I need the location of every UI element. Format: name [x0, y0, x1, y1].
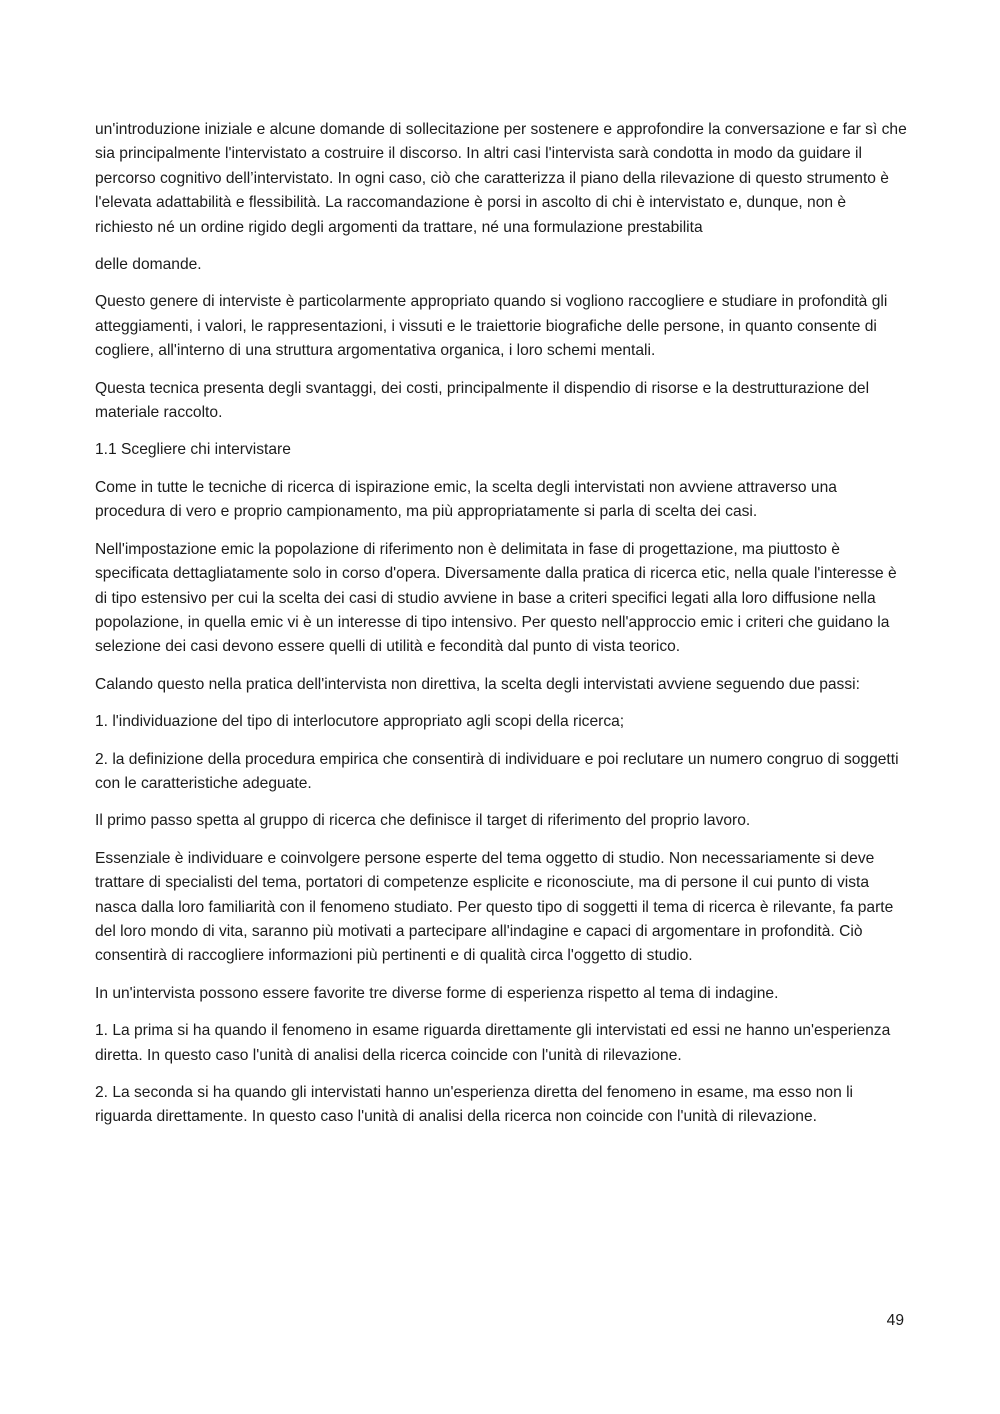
paragraph-first-step: Il primo passo spetta al gruppo di ricerca che definisce il target di riferimento del proprio lavoro.: [95, 812, 751, 830]
list-item-experience-2: 2. La seconda si ha quando gli intervistati hanno un'esperienza diretta del fenomeno in esame, ma esso non li riguarda direttamente. In questo caso l'unità di analisi della ricerca non coincide con l'unità di rilevazione.: [95, 1084, 854, 1126]
paragraph-two-steps: Calando questo nella pratica dell'intervista non direttiva, la scelta degli intervistati avviene seguendo due passi:: [95, 675, 860, 693]
paragraph-intro-continuation: un'introduzione iniziale e alcune domande di sollecitazione per sostenere e approfondire la conversazione e far sì che sia principalmente l'intervistato a costruire il discorso. In altri casi l'intervista sarà condotta in modo da guidare il percorso cognitivo dell’intervistato. In ogni caso, ciò che caratterizza il piano della rilevazione di questo strumento è l'elevata adattabilità e flessibilità. La raccomandazione è porsi in ascolto di chi è intervistato e, dunque, non è richiesto né un ordine rigido degli argomenti da trattare, né una formulazione prestabilita: [95, 121, 907, 236]
paragraph-experience-forms: In un'intervista possono essere favorite tre diverse forme di esperienza rispetto al tema di indagine.: [95, 984, 779, 1002]
paragraph-experts: Essenziale è individuare e coinvolgere persone esperte del tema oggetto di studio. Non necessariamente si deve trattare di specialisti del tema, portatori di competenze esplicite e riconosciute, ma di persone il cui punto di vista nasca dalla loro familiarità con il fenomeno studiato. Per questo tipo di soggetti il tema di ricerca è rilevante, fa parte del loro mondo di vita, saranno più motivati a partecipare all'indagine e capaci di argomentare in profondità. Ciò consentirà di raccogliere informazioni più pertinenti e di qualità circa l'oggetto di studio.: [95, 849, 894, 965]
page-number: 49: [886, 1312, 904, 1329]
paragraph-disadvantages: Questa tecnica presenta degli svantaggi, dei costi, principalmente il dispendio di risorse e la destrutturazione del materiale raccolto.: [95, 379, 870, 422]
paragraph-delle-domande: delle domande.: [95, 256, 202, 274]
list-item-step-1: 1. l'individuazione del tipo di interlocutore appropriato agli scopi della ricerca;: [95, 713, 625, 731]
paragraph-appropriateness: Questo genere di interviste è particolarmente appropriato quando si vogliono raccogliere e studiare in profondità gli atteggiamenti, i valori, le rappresentazioni, i vissuti e le traiettorie biografiche delle persone, in quanto consente di cogliere, all'interno di una struttura argomentativa organica, i loro schemi mentali.: [95, 293, 888, 360]
paragraph-case-selection: Come in tutte le tecniche di ricerca di ispirazione emic, la scelta degli intervistati non avviene attraverso una procedura di vero e proprio campionamento, ma più appropriatamente si parla di scelta dei casi.: [95, 478, 837, 521]
section-heading-1-1: 1.1 Scegliere chi intervistare: [95, 441, 291, 459]
list-item-step-2: 2. la definizione della procedura empirica che consentirà di individuare e poi reclutare un numero congruo di soggetti con le caratteristiche adeguate.: [95, 750, 899, 792]
paragraph-emic-approach: Nell'impostazione emic la popolazione di riferimento non è delimitata in fase di progettazione, ma piuttosto è specificata dettagliatamente solo in corso d'opera. Diversamente dalla pratica di ricerca etic, nella quale l'interesse è di tipo estensivo per cui la scelta dei casi di studio avviene in base a criteri specifici legati alla loro diffusione nella popolazione, in quella emic vi è un interesse di tipo intensivo. Per questo nell'approccio emic i criteri che guidano la selezione dei casi devono essere quelli di utilità e fecondità dal punto di vista teorico.: [95, 540, 897, 656]
body-text: [95, 118, 907, 1143]
list-item-experience-1: 1. La prima si ha quando il fenomeno in esame riguarda direttamente gli intervistati ed essi ne hanno un'esperienza diretta. In questo caso l'unità di analisi della ricerca coincide con l'unità di rilevazione.: [95, 1022, 891, 1064]
